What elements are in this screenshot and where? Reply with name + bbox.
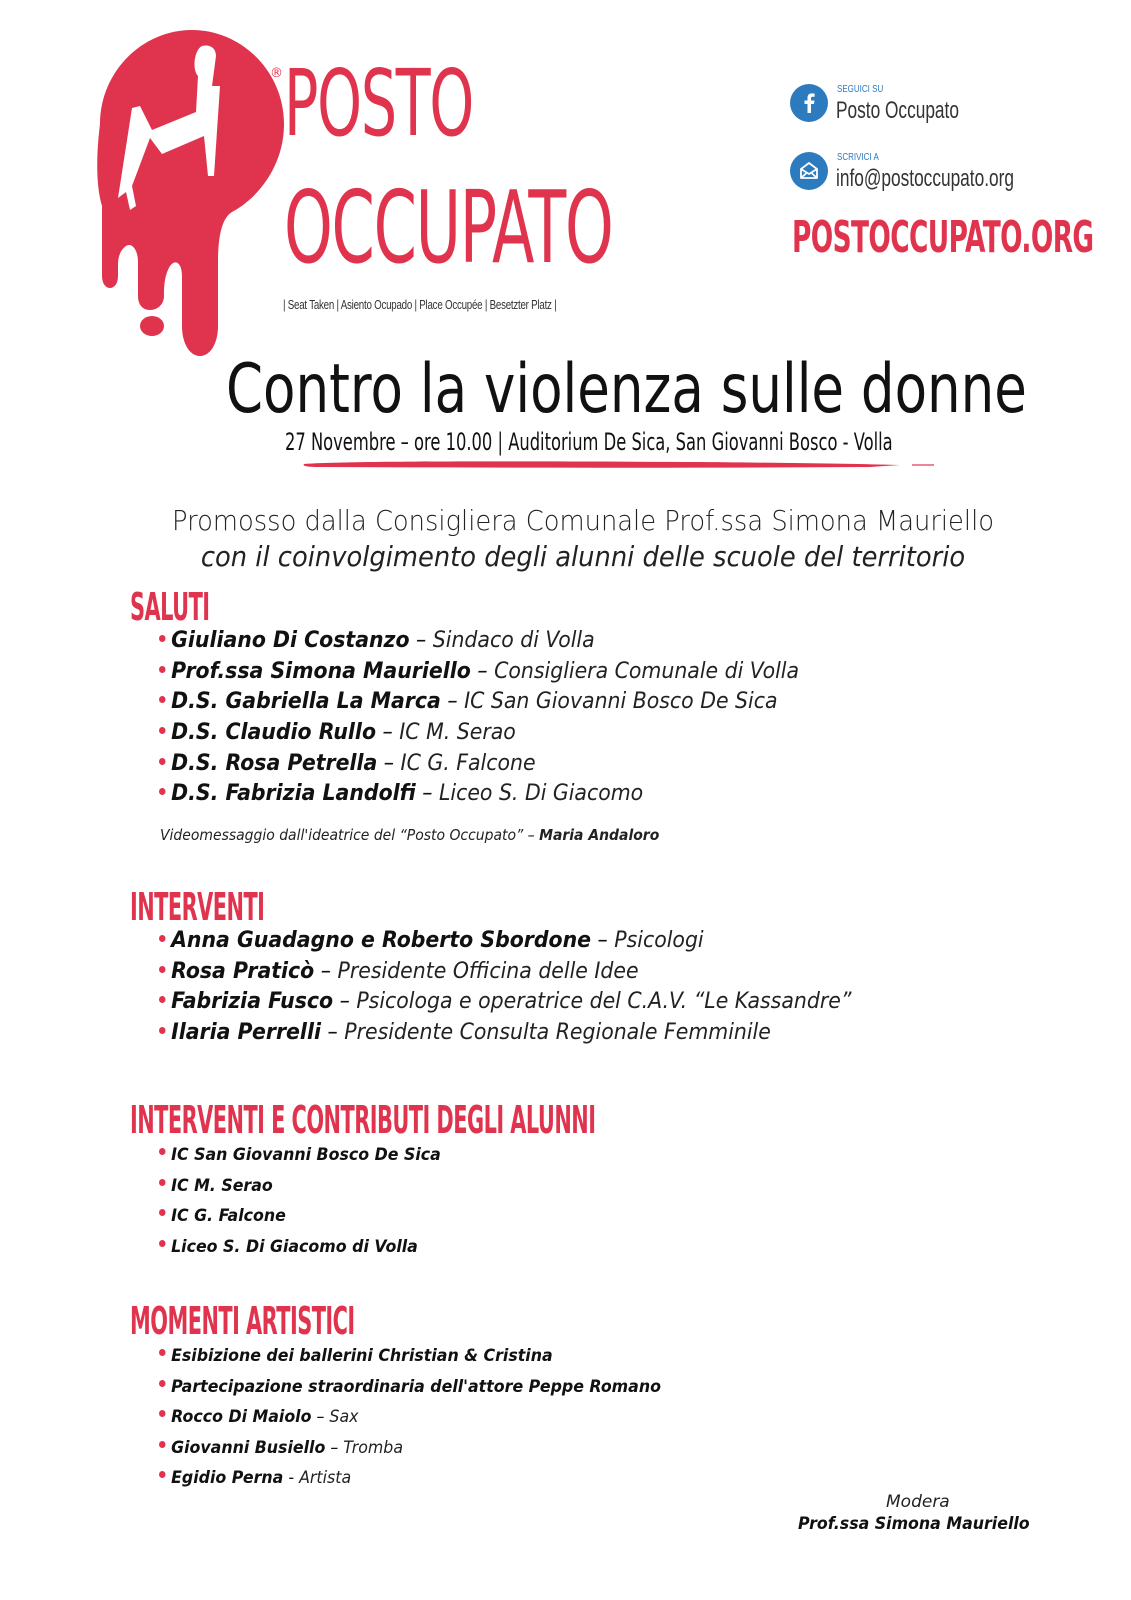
bullet-icon [159,1410,166,1417]
facebook-icon[interactable] [790,84,828,122]
item-name: IC San Giovanni Bosco De Sica [171,1145,441,1165]
item-name: Giuliano Di Costanzo [171,628,410,653]
list-item [159,1145,441,1176]
item-separator: – [320,1020,345,1046]
section-heading-alunni: INTERVENTI E CONTRIBUTI DEGLI ALUNNI [130,1098,596,1142]
list-item [159,1346,661,1377]
bullet-icon [159,758,166,765]
item-separator: – [311,1407,330,1427]
item-role: Psicologa e operatrice del C.A.V. “Le Kassandre” [356,989,852,1015]
section-heading-artistici: MOMENTI ARTISTICI [130,1299,355,1343]
bullet-icon [159,1148,166,1155]
list-item [159,720,799,751]
bullet-icon [159,696,166,703]
website-link[interactable]: POSTOCCUPATO.ORG [792,212,1094,263]
alunni-list [159,1145,441,1267]
video-note-text: Videomessaggio dall'ideatrice del “Posto Occupato” – [160,826,540,844]
facebook-link[interactable]: Posto Occupato [836,97,959,124]
facebook-label: SEGUICI SU [837,84,884,95]
envelope-icon[interactable] [790,152,828,190]
item-separator: – [409,628,433,653]
item-role: Presidente Officina delle Idee [337,958,639,984]
moderator-name: Prof.ssa Simona Mauriello [798,1514,1030,1534]
bullet-icon [159,666,166,673]
bullet-icon [159,1380,166,1387]
item-role: Tromba [343,1437,404,1458]
bullet-icon [159,1240,166,1247]
item-name: Prof.ssa Simona Mauriello [171,658,471,684]
item-role: Sindaco di Volla [432,628,595,653]
interventi-list [159,928,851,1051]
brush-underline [300,460,940,469]
item-role: Consigliera Comunale di Volla [494,658,800,684]
list-item [159,1206,441,1237]
bullet-icon [159,935,166,942]
registered-mark: ® [270,66,283,81]
list-item [159,1020,851,1051]
item-role: Sax [329,1407,359,1427]
item-role: Liceo S. Di Giacomo [439,781,644,807]
list-item [159,1377,661,1408]
list-item [159,928,851,959]
item-role: IC M. Serao [399,720,516,746]
bullet-icon [159,635,166,642]
item-separator: – [440,689,465,715]
list-item [159,989,851,1020]
bullet-icon [159,966,166,973]
item-separator: – [415,781,440,807]
item-name: D.S. Fabrizia Landolfi [171,781,416,807]
list-item [159,659,799,690]
item-name: D.S. Rosa Petrella [171,750,378,776]
logo-dripping-circle-icon [92,26,292,386]
video-note-name: Maria Andaloro [539,826,660,844]
brand-name-line1: POSTO [284,50,474,157]
item-name: Rocco Di Maiolo [171,1407,312,1427]
item-separator: - [283,1468,300,1488]
event-title: Contro la violenza sulle donne [226,350,1027,429]
promo-line-1: Promosso dalla Consigliera Comunale Prof.ssa Simona Mauriello [172,504,994,537]
bullet-icon [159,727,166,734]
item-name: Rosa Praticò [171,958,315,984]
item-name: IC G. Falcone [171,1206,286,1226]
email-label: SCRIVICI A [837,152,879,163]
item-role: IC G. Falcone [400,750,536,776]
item-role: Psicologi [614,928,704,953]
list-item [159,1468,661,1499]
bullet-icon [159,1209,166,1216]
item-name: Liceo S. Di Giacomo di Volla [171,1236,418,1257]
event-date-location: 27 Novembre – ore 10.00 | Auditorium De Sica, San Giovanni Bosco - Volla [285,428,893,456]
item-name: Egidio Perna [171,1468,284,1488]
item-separator: – [376,720,400,746]
list-item [159,1237,441,1268]
list-item [159,781,799,812]
item-name: Partecipazione straordinaria dell'attore Peppe Romano [171,1376,661,1397]
bullet-icon [159,1471,166,1478]
item-name: Anna Guadagno e Roberto Sbordone [171,928,592,953]
list-item [159,628,799,659]
item-separator: – [314,958,338,984]
item-separator: – [470,658,495,684]
list-item [159,1438,661,1469]
list-item [159,1407,661,1438]
email-link[interactable]: info@postoccupato.org [836,165,1014,192]
section-heading-saluti: SALUTI [130,585,210,629]
item-role: IC San Giovanni Bosco De Sica [464,689,778,715]
brand-name-line2: OCCUPATO [284,169,613,286]
item-name: Fabrizia Fusco [171,989,334,1015]
bullet-icon [159,1027,166,1034]
saluti-list [159,628,799,812]
moderator-label: Modera [886,1492,950,1512]
brand-tagline: | Seat Taken | Asiento Ocupado | Place Occupée | Besetzter Platz | [283,298,557,312]
item-name: Ilaria Perrelli [171,1020,321,1046]
list-item [159,959,851,990]
promo-text [0,504,1131,537]
item-role: Artista [299,1468,352,1488]
item-separator: – [333,989,357,1015]
promo-subtext [0,540,1131,573]
promo-line-2: con il coinvolgimento degli alunni delle scuole del territorio [200,540,966,573]
list-item [159,751,799,782]
item-separator: – [377,750,401,776]
list-item [159,689,799,720]
bullet-icon [159,788,166,795]
bullet-icon [159,996,166,1003]
item-name: Giovanni Busiello [171,1437,326,1458]
list-item [159,1176,441,1207]
item-name: D.S. Claudio Rullo [171,720,377,746]
item-separator: – [325,1437,344,1458]
item-role: Presidente Consulta Regionale Femminile [344,1020,771,1046]
item-name: D.S. Gabriella La Marca [171,689,441,715]
bullet-icon [159,1179,166,1186]
item-name: Esibizione dei ballerini Christian & Cristina [171,1346,553,1366]
video-message-note [160,826,659,844]
artistici-list [159,1346,661,1499]
bullet-icon [159,1441,166,1448]
item-separator: – [591,928,615,953]
section-heading-interventi: INTERVENTI [130,885,265,929]
bullet-icon [159,1349,166,1356]
item-name: IC M. Serao [171,1175,273,1196]
